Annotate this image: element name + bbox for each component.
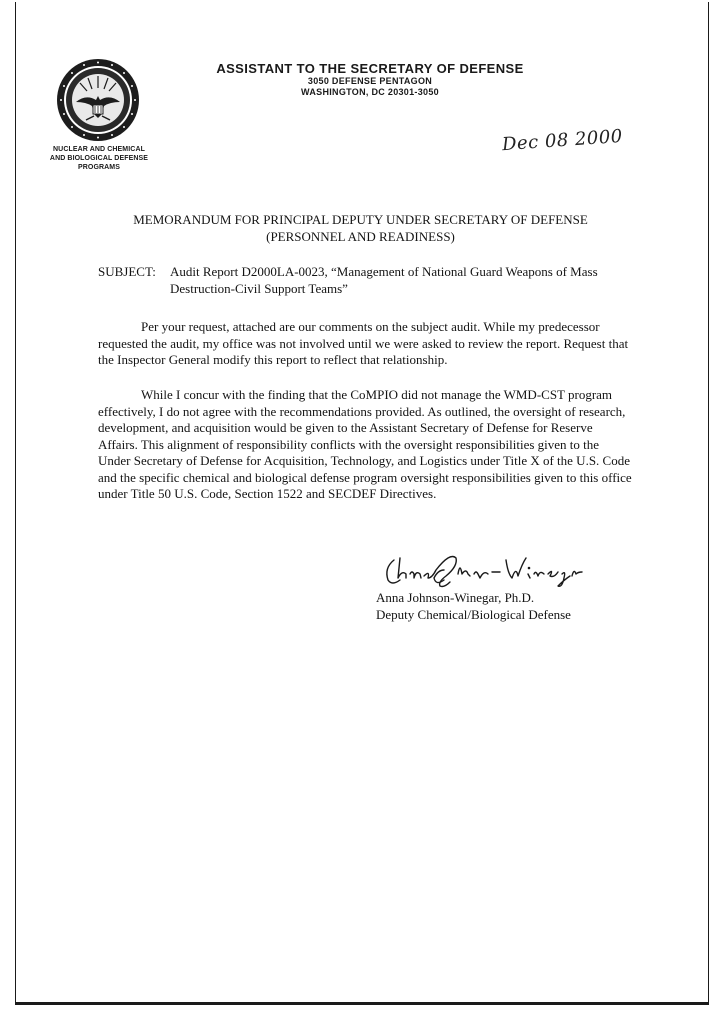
letterhead-address-line2: WASHINGTON, DC 20301-3050 bbox=[301, 87, 439, 97]
memo-addressee-line2: (PERSONNEL AND READINESS) bbox=[266, 228, 455, 244]
subject-text bbox=[170, 264, 638, 297]
memo-addressee bbox=[98, 212, 623, 245]
page-border-bottom bbox=[15, 1003, 709, 1005]
office-label bbox=[24, 145, 174, 172]
office-label-line3: PROGRAMS bbox=[77, 164, 121, 171]
subject-label: SUBJECT: bbox=[98, 264, 156, 279]
subject-line2: Destruction-Civil Support Teams” bbox=[170, 280, 348, 296]
subject-line1: Audit Report D2000LA-0023, “Management of National Guard Weapons of Mass bbox=[170, 264, 598, 279]
signatory-title: Deputy Chemical/Biological Defense bbox=[376, 606, 571, 622]
office-label-line1: NUCLEAR AND CHEMICAL bbox=[53, 146, 145, 153]
signature-block bbox=[376, 590, 636, 623]
letterhead bbox=[180, 61, 560, 98]
memo-addressee-line1: MEMORANDUM FOR PRINCIPAL DEPUTY UNDER SECRETARY OF DEFENSE bbox=[133, 212, 588, 227]
letterhead-address-line1: 3050 DEFENSE PENTAGON bbox=[307, 76, 433, 86]
body-paragraph-2: While I concur with the finding that the CoMPIO did not manage the WMD-CST program effectively, I do not agree with the recommendations provided. As outlined, the oversight of research, development, and acquisition would be given to the Assistant Secretary of Defense for Reserve Affairs. This alignment of responsibility conflicts with the oversight responsibilities given to the Under Secretary of Defense for Acquisition, Technology, and Logistics under Title X of the U.S. Code and the specific chemical and biological defense program oversight responsibilities given to this office under Title 50 U.S. Code, Section 1522 and SECDEF Directives. bbox=[98, 387, 632, 501]
handwritten-date: Dec 08 2000 bbox=[501, 125, 624, 156]
office-label-line2: AND BIOLOGICAL DEFENSE bbox=[49, 155, 149, 162]
signatory-name: Anna Johnson-Winegar, Ph.D. bbox=[376, 590, 535, 605]
department-of-defense-seal-icon bbox=[56, 58, 140, 142]
letterhead-title: ASSISTANT TO THE SECRETARY OF DEFENSE bbox=[216, 61, 524, 76]
body-paragraph-1: Per your request, attached are our comments on the subject audit. While my predecessor requested the audit, my office was not involved until we were asked to review the report. Request that the Inspector General modify this report to reflect that relationship. bbox=[98, 319, 629, 367]
handwritten-signature bbox=[380, 548, 590, 592]
